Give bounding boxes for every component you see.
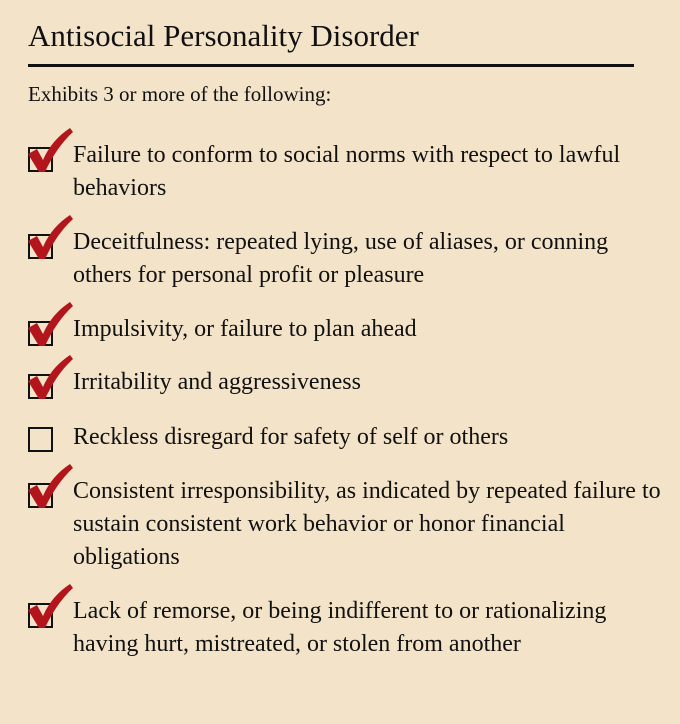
checkmark-icon [26, 583, 74, 629]
criterion-text: Consistent irresponsibility, as indicated by repeated failure to sustain consistent work behavior or honor financial obligations [73, 478, 661, 570]
checkmark-icon [26, 301, 74, 347]
criterion-text: Deceitfulness: repeated lying, use of aliases, or conning others for personal profit or pleasure [73, 229, 609, 288]
checkmark-icon [26, 463, 74, 509]
page-title: Antisocial Personality Disorder [28, 18, 419, 53]
criteria-intro: Exhibits 3 or more of the following: [28, 82, 332, 106]
criterion-text: Reckless disregard for safety of self or others [73, 424, 509, 450]
checkmark-icon [26, 127, 74, 173]
criterion-checkbox[interactable] [28, 427, 53, 452]
checkmark-icon [26, 214, 74, 260]
criterion-text: Lack of remorse, or being indifferent to or rationalizing having hurt, mistreated, or stolen from another [73, 598, 607, 657]
title-divider [28, 64, 634, 67]
checkmark-icon [26, 354, 74, 400]
criterion-text: Failure to conform to social norms with respect to lawful behaviors [73, 142, 621, 201]
criterion-text: Irritability and aggressiveness [73, 369, 361, 395]
criterion-text: Impulsivity, or failure to plan ahead [73, 316, 417, 342]
